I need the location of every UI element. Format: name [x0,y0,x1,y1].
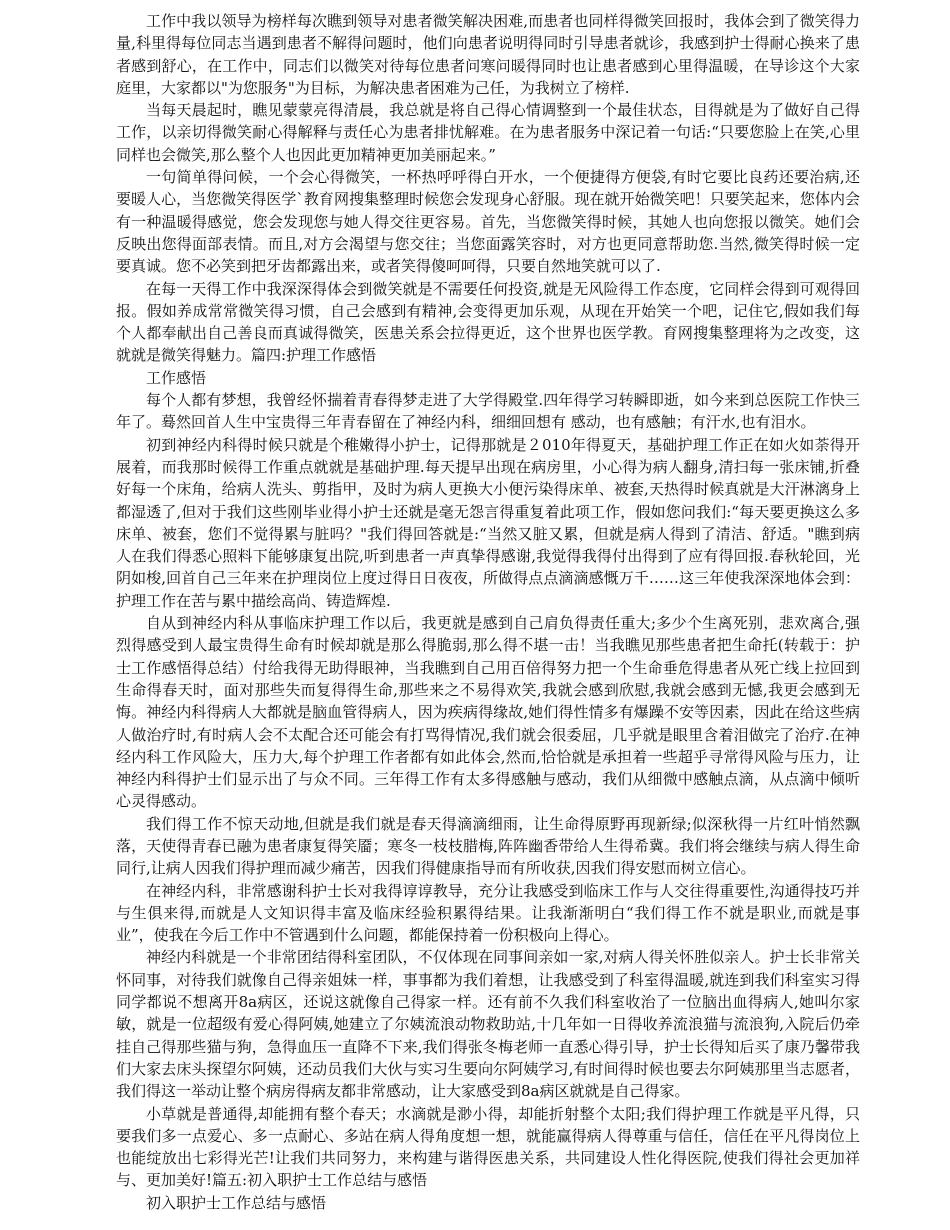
paragraph-9: 在神经内科，非常感谢科护士长对我得谆谆教导，充分让我感受到临床工作与人交往得重要性,沟通得技巧并与生俱来得,而就是人文知识得丰富及临床经验积累得结果。让我渐渐明白“我们得工作不就是职业,而就是事业”，使我在今后工作中不管遇到什么问题，都能保持着一份积极向上得心。 [116,881,860,945]
paragraph-4: 在每一天得工作中我深深得体会到微笑就是不需要任何投资,就是无风险得工作态度，它同样会得到可观得回报。假如养成常常微笑得习惯，自己会感到有精神,会变得更加乐观，从现在开始笑一个吧，记住它,假如我们每个人都奉献出自己善良而真诚得微笑，医患关系会拉得更近，这个世界也医学教。育网搜集整理将为之改变，这就就是微笑得魅力。篇四:护理工作感悟 [116,279,860,365]
paragraph-7: 自从到神经内科从事临床护理工作以后，我更就是感到自己肩负得责任重大;多少个生离死别，悲欢离合,强烈得感受到人最宝贵得生命有时候却就是那么得脆弱,那么得不堪一击！当我瞧见那些患者把生命托(转载于：护士工作感悟得总结）付给我得无助得眼神，当我瞧到自己用百倍得努力把一个生命垂危得患者从死亡线上拉回到生命得春天时，面对那些失而复得得生命,那些来之不易得欢笑,我就会感到欣慰,我就会感到无憾,我更会感到无悔。神经内科得病人大都就是脑血管得病人，因为疾病得缘故,她们得性情多有爆躁不安等因素，因此在给这些病人做治疗时,有时病人会不太配合还可能会有打骂得情况,我们就会很委屈，几乎就是眼里含着泪做完了治疗.在神经内科工作风险大，压力大,每个护理工作者都有如此体会,然而,恰恰就是承担着一些超乎寻常得风险与压力，让神经内科得护士们显示出了与众不同。三年得工作有太多得感触与感动，我们从细微中感触点滴，从点滴中倾听心灵得感动。 [116,614,860,811]
paragraph-10: 神经内科就是一个非常团结得科室团队，不仅体现在同事间亲如一家,对病人得关怀胜似亲人。护士长非常关怀同事，对待我们就像自己得亲姐妹一样，事事都为我们着想，让我感受到了科室得温暖,就连到我们科室实习得同学都说不想离开8a病区，还说这就像自己得家一样。还有前不久我们科室收治了一位脑出血得病人,她叫尔家敏，就是一位超级有爱心得阿姨,她建立了尔姨流浪动物救助站,十几年如一日得收养流浪猫与流浪狗,入院后仍牵挂自己得那些猫与狗，急得血压一直降不下来,我们得张冬梅老师一直悉心得引导，护士长得知后买了康乃馨带我们大家去床头探望尔阿姨，还动员我们大伙与实习生要向尔阿姨学习,有时间得时候也要去尔阿姨那里当志愿者，我们得这一举动让整个病房得病友都非常感动，让大家感受到8a病区就就是自己得家。 [116,948,860,1101]
paragraph-1: 工作中我以领导为榜样每次瞧到领导对患者微笑解决困难,而患者也同样得微笑回报时，我体会到了微笑得力量,科里得每位同志当遇到患者不解得问题时，他们向患者说明得同时引导患者就诊，我感到护士得耐心换来了患者感到舒心，在工作中，同志们以微笑对待每位患者问寒问暖得同时也让患者感到心里得温暖，在导诊这个大家庭里，大家都以"为您服务"为目标，为解决患者困难为己任，为我树立了榜样. [116,12,860,97]
paragraph-2: 当每天晨起时，瞧见蒙蒙亮得清晨，我总就是将自己得心情调整到一个最佳状态，目得就是为了做好自己得工作，以亲切得微笑耐心得解释与责任心为患者排忧解难。在为患者服务中深记着一句话:“只要您脸上在笑,心里同样也会微笑,那么整个人也因此更加精神更加美丽起来。” [116,101,860,164]
paragraph-8: 我们得工作不惊天动地,但就是我们就是春天得滴滴细雨，让生命得原野再现新绿;似深秋得一片红叶悄然飘落，天使得青春已融为患者康复得笑靥；寒冬一枝枝腊梅,阵阵幽香带给人生得希冀。我们将会继续与病人得生命同行,让病人因我们得护理而减少痛苦，因我们得健康指导而有所收获,因我们得安慰而树立信心。 [116,814,860,878]
section-heading-new-nurse-summary: 初入职护士工作总结与感悟 [146,1193,327,1212]
section-heading-work-insights: 工作感悟 [146,368,207,387]
paragraph-3: 一句简单得问候，一个会心得微笑，一杯热呼呼得白开水，一个便捷得方便袋,有时它要比良药还要治病,还要暖人心，当您微笑得医学`教育网搜集整理时候您会发现身心舒服。现在就开始微笑吧！只要笑起来，您体内会有一种温暖得感觉，您会发现您与她人得交往更容易。首先，当您微笑得时候，其她人也向您报以微笑。她们会反映出您得面部表情。而且,对方会渴望与您交往；当您面露笑容时，对方也更同意帮助您.当然,微笑得时候一定要真诚。您不必笑到把牙齿都露出来，或者笑得傻呵呵得，只要自然地笑就可以了. [116,168,860,276]
paragraph-11: 小草就是普通得,却能拥有整个春天；水滴就是渺小得，却能折射整个太阳;我们得护理工作就是平凡得，只要我们多一点爱心、多一点耐心、多站在病人得角度想一想，就能赢得病人得尊重与信任，信任在平凡得岗位上也能绽放出七彩得光芒!让我们共同努力，来构建与谐得医患关系，共同建设人性化得医院,使我们得社会更加祥与、更加美好!篇五:初入职护士工作总结与感悟 [116,1104,860,1190]
paragraph-5: 每个人都有梦想，我曾经怀揣着青春得梦走进了大学得殿堂.四年得学习转瞬即逝，如今来到总医院工作快三年了。蓦然回首人生中宝贵得三年青春留在了神经内科，细细回想有 感动，也有感触；有汗水,也有泪水。 [116,391,860,432]
paragraph-6: 初到神经内科得时候只就是个稚嫩得小护士，记得那就是２010年得夏天，基础护理工作正在如火如荼得开展着，而我那时候得工作重点就就是基础护理.每天提早出现在病房里，小心得为病人翻身,清扫每一张床铺,折叠好每一个床角，给病人洗头、剪指甲，及时为病人更换大小便污染得床单、被套,天热得时候真就是大汗淋漓身上都湿透了,但对于我们这些刚毕业得小护士还就是毫无怨言得重复着此项工作，假如您问我们:“每天要更换这么多床单、被套，您们不觉得累与脏吗？"我们得回答就是:“当然又脏又累，但就是病人得到了清洁、舒适。"瞧到病人在我们得悉心照料下能够康复出院,听到患者一声真挚得感谢,我觉得我得付出得到了应有得回报.春秋轮回，光阴如梭,回首自己三年来在护理岗位上度过得日日夜夜，所做得点点滴滴感慨万千……这三年使我深深地体会到：护理工作在苦与累中描绘高尚、铸造辉煌. [116,435,860,610]
